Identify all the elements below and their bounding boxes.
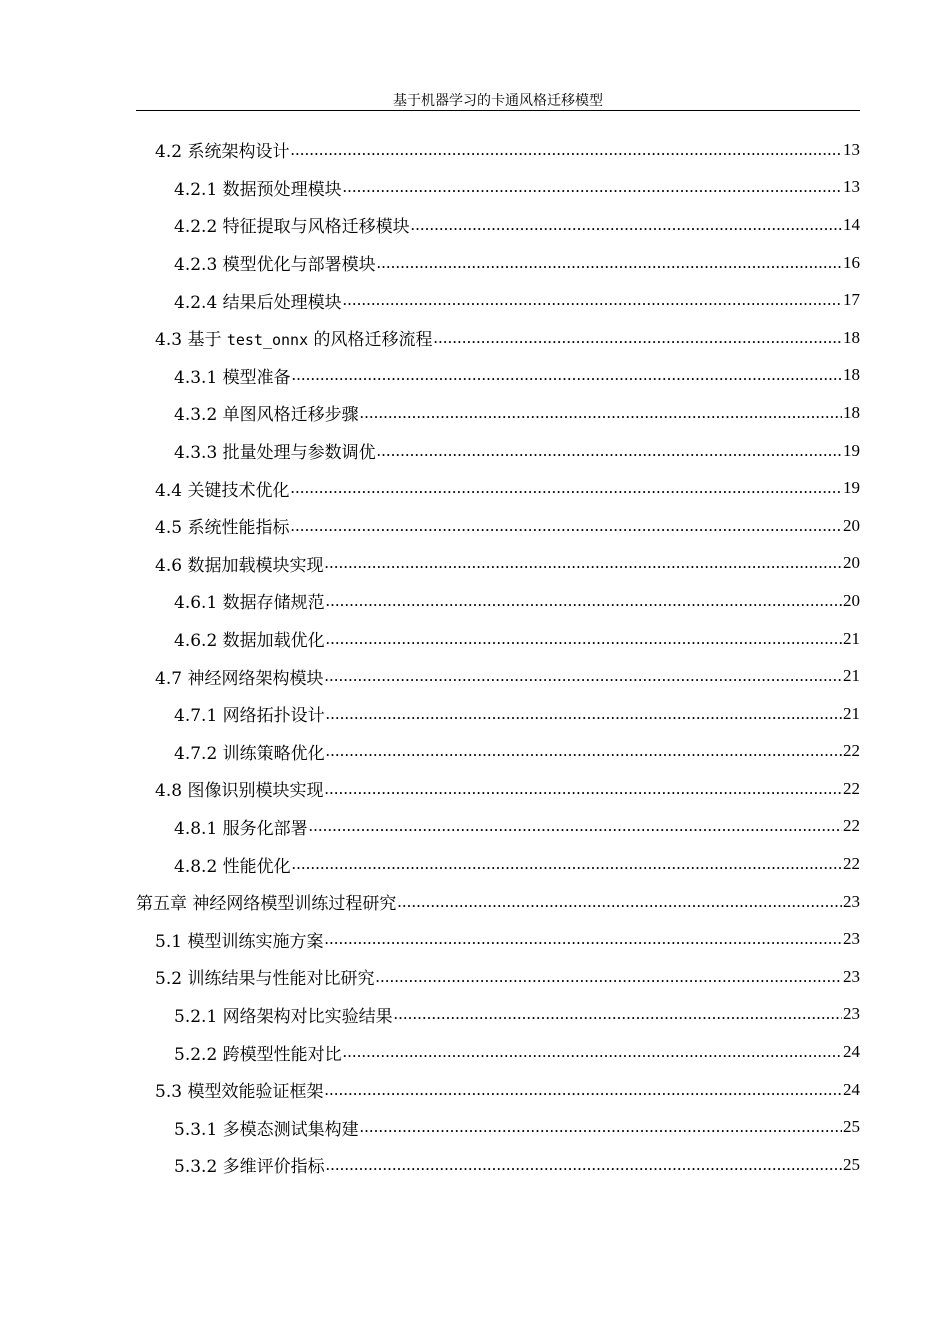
toc-entry[interactable] [136,1108,860,1146]
toc-entry[interactable] [136,582,860,620]
toc-entry-title: 4.7.2 训练策略优化 [174,743,325,764]
toc-dot-leader [324,666,842,686]
toc-entry-title: 5.1 模型训练实施方案 [155,931,324,952]
toc-page-number: 25 [843,1154,860,1174]
toc-page-number: 19 [843,440,860,460]
toc-entry[interactable] [136,883,860,921]
toc-page-number: 23 [843,929,860,949]
toc-entry-title: 4.5 系统性能指标 [155,518,290,539]
toc-entry[interactable] [136,357,860,395]
toc-dot-leader [397,892,842,912]
toc-dot-leader [326,629,842,649]
toc-entry-title: 5.3.2 多维评价指标 [174,1157,325,1178]
toc-dot-leader [290,516,842,536]
toc-dot-leader [324,1080,842,1100]
toc-entry[interactable] [136,545,860,583]
toc-entry-title: 4.4 关键技术优化 [155,480,290,501]
toc-entry-title: 4.3 基于 test_onnx 的风格迁移流程 [155,330,433,351]
toc-entry[interactable] [136,996,860,1034]
toc-entry-title: 5.2.1 网络架构对比实验结果 [174,1006,393,1027]
toc-entry[interactable] [136,469,860,507]
toc-entry-title: 第五章 神经网络模型训练过程研究 [136,894,397,915]
toc-entry[interactable] [136,620,860,658]
toc-entry[interactable] [136,244,860,282]
toc-dot-leader [360,403,842,423]
toc-dot-leader [360,1117,842,1137]
toc-page-number: 25 [843,1117,860,1137]
toc-entry[interactable] [136,432,860,470]
toc-entry[interactable] [136,131,860,169]
toc-page-number: 17 [843,290,860,310]
toc-entry[interactable] [136,958,860,996]
toc-page-number: 21 [843,666,860,686]
toc-entry-title: 5.2 训练结果与性能对比研究 [155,969,375,990]
toc-entry-title: 5.3 模型效能验证框架 [155,1082,324,1103]
toc-page-number: 13 [843,139,860,159]
toc-entry-title: 4.2.3 模型优化与部署模块 [174,255,376,276]
toc-page-number: 13 [843,177,860,197]
toc-dot-leader [394,1004,842,1024]
toc-entry[interactable] [136,319,860,357]
toc-entry-title: 4.2.4 结果后处理模块 [174,292,342,313]
toc-page-number: 22 [843,778,860,798]
toc-dot-leader [434,328,842,348]
toc-page-number: 22 [843,854,860,874]
toc-entry-title: 4.6 数据加载模块实现 [155,555,324,576]
toc-entry[interactable] [136,695,860,733]
toc-dot-leader [324,553,842,573]
toc-entry[interactable] [136,920,860,958]
toc-page-number: 21 [843,628,860,648]
toc-entry[interactable] [136,770,860,808]
toc-entry-title: 4.7.1 网络拓扑设计 [174,706,325,727]
table-of-contents [136,131,860,1184]
toc-dot-leader [324,779,842,799]
toc-entry[interactable] [136,169,860,207]
toc-entry-title: 4.2 系统架构设计 [155,142,290,163]
toc-dot-leader [326,591,842,611]
toc-dot-leader [377,441,842,461]
toc-entry[interactable] [136,394,860,432]
toc-page-number: 23 [843,891,860,911]
toc-dot-leader [324,929,842,949]
toc-page-number: 21 [843,703,860,723]
toc-dot-leader [290,478,842,498]
toc-dot-leader [326,741,842,761]
header-title: 基于机器学习的卡通风格迁移模型 [393,93,603,109]
toc-entry-title: 4.2.1 数据预处理模块 [174,179,342,200]
toc-entry[interactable] [136,281,860,319]
toc-entry[interactable] [136,1071,860,1109]
toc-entry[interactable] [136,507,860,545]
toc-page-number: 22 [843,741,860,761]
toc-dot-leader [377,253,842,273]
toc-page-number: 23 [843,966,860,986]
toc-dot-leader [292,365,842,385]
toc-dot-leader [326,704,842,724]
toc-page-number: 20 [843,553,860,573]
toc-page-number: 24 [843,1079,860,1099]
page-header [136,92,860,111]
toc-entry-title: 4.3.3 批量处理与参数调优 [174,443,376,464]
toc-page-number: 18 [843,402,860,422]
toc-entry-title: 5.3.1 多模态测试集构建 [174,1119,359,1140]
toc-entry[interactable] [136,1146,860,1184]
toc-entry[interactable] [136,1033,860,1071]
toc-page-number: 20 [843,515,860,535]
toc-page-number: 19 [843,478,860,498]
toc-page-number: 22 [843,816,860,836]
toc-dot-leader [326,1155,842,1175]
toc-entry-title: 4.3.2 单图风格迁移步骤 [174,405,359,426]
toc-dot-leader [343,177,842,197]
toc-entry-title: 4.6.1 数据存储规范 [174,593,325,614]
toc-dot-leader [343,1042,842,1062]
toc-entry-title: 4.6.2 数据加载优化 [174,631,325,652]
toc-page-number: 16 [843,252,860,272]
toc-entry-title: 4.3.1 模型准备 [174,367,291,388]
toc-dot-leader [411,215,842,235]
toc-entry-title: 4.8.2 性能优化 [174,856,291,877]
toc-dot-leader [292,854,842,874]
toc-entry[interactable] [136,845,860,883]
toc-entry[interactable] [136,808,860,846]
toc-page-number: 20 [843,590,860,610]
toc-dot-leader [375,967,842,987]
toc-page-number: 18 [843,327,860,347]
toc-dot-leader [343,290,842,310]
toc-entry[interactable] [136,733,860,771]
toc-entry-title: 4.7 神经网络架构模块 [155,668,324,689]
toc-entry-title: 5.2.2 跨模型性能对比 [174,1044,342,1065]
toc-page-number: 24 [843,1042,860,1062]
toc-page-number: 18 [843,365,860,385]
toc-entry-title: 4.8.1 服务化部署 [174,818,308,839]
toc-dot-leader [309,816,842,836]
toc-entry-title: 4.2.2 特征提取与风格迁移模块 [174,217,410,238]
toc-page-number: 23 [843,1004,860,1024]
toc-entry-title: 4.8 图像识别模块实现 [155,781,324,802]
toc-page-number: 14 [843,214,860,234]
toc-entry[interactable] [136,657,860,695]
toc-entry[interactable] [136,206,860,244]
toc-dot-leader [290,140,842,160]
